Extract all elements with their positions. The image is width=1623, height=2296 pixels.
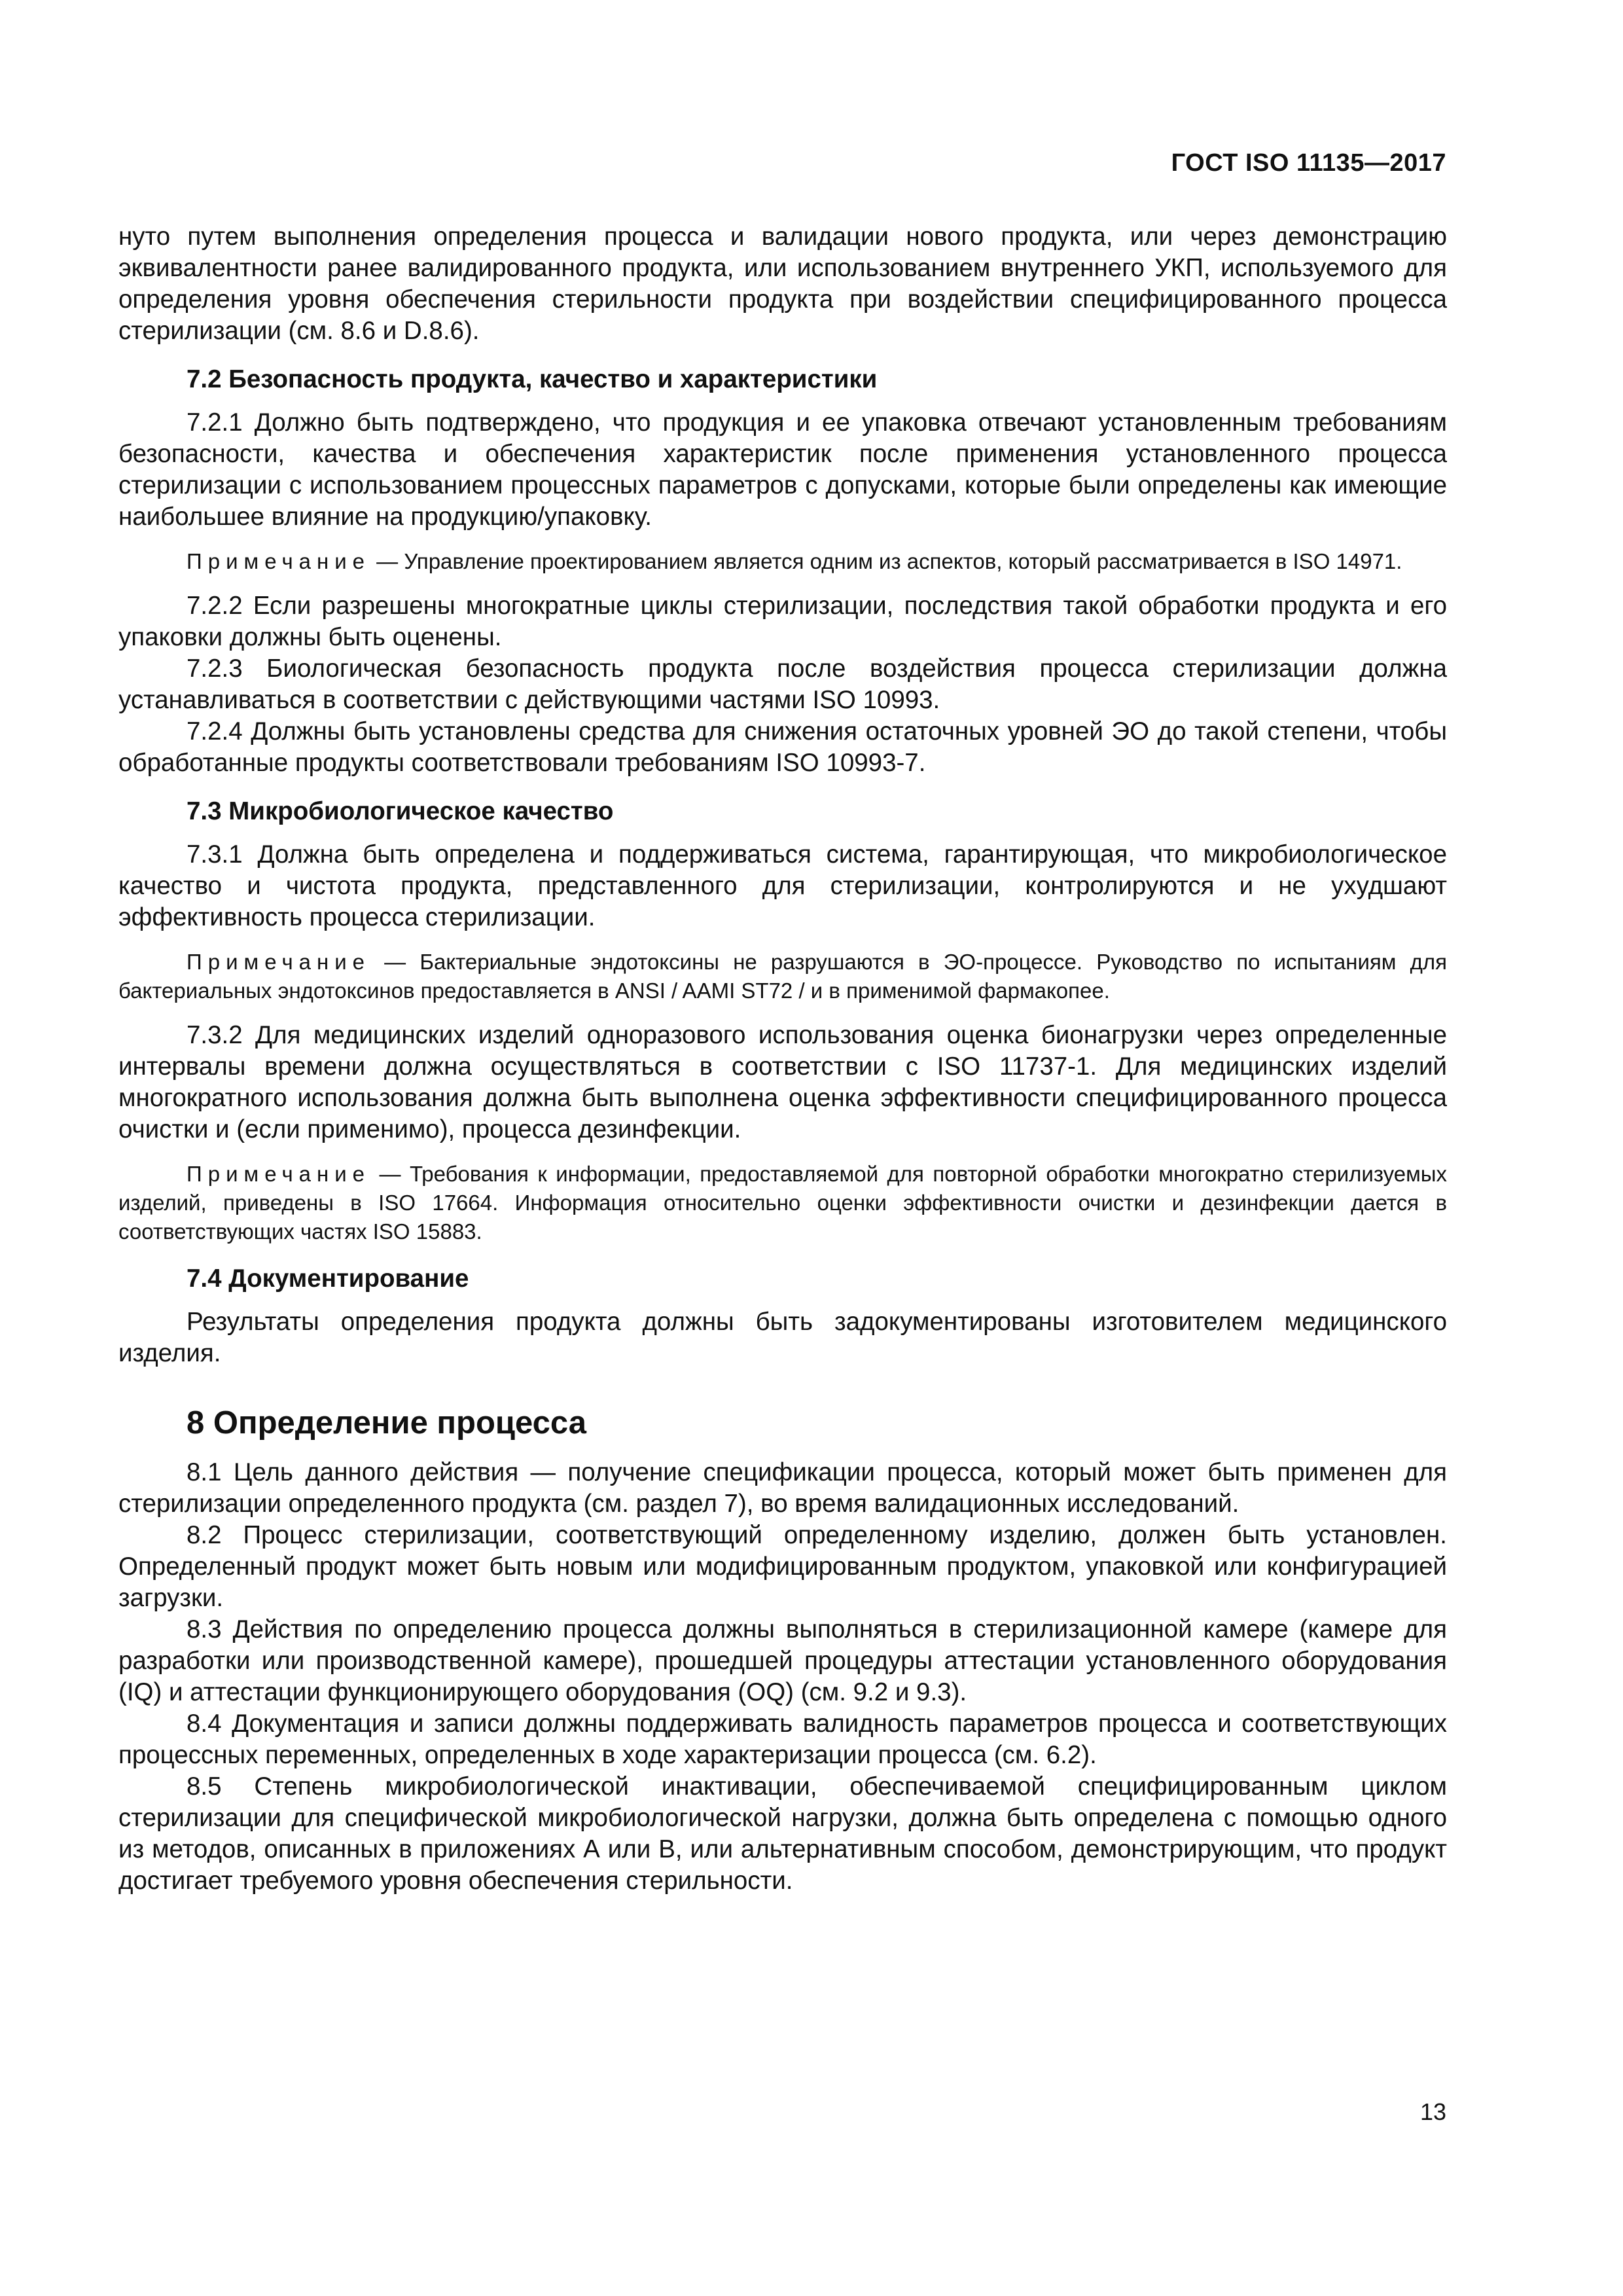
paragraph-7-2-1: 7.2.1 Должно быть подтверждено, что продукция и ее упаковка отвечают установленным требованиям безопасности, качества и обеспечения характеристик после применения установленного процесса стерилизации с использованием процессных параметров с допусками, которые были определены как имеющие наибольшее влияние на продукцию/упаковку.	[118, 408, 1447, 531]
note-text: — Управление проектированием является одним из аспектов, который рассматривается в ISO 14971.	[370, 549, 1402, 573]
note-label: Примечание	[187, 549, 371, 573]
paragraph-7-4: Результаты определения продукта должны быть задокументированы изготовителем медицинского изделия.	[118, 1308, 1447, 1367]
paragraph-7-3-2: 7.3.2 Для медицинских изделий одноразового использования оценка бионагрузки через определенные интервалы времени должна осуществляться в соответствии с ISO 11737-1. Для медицинских изделий многократного использования должна быть выполнена оценка эффективности специфицированного процесса очистки и (если применимо), процесса дезинфекции.	[118, 1021, 1447, 1143]
page-number: 13	[1419, 2098, 1446, 2125]
paragraph-8-1: 8.1 Цель данного действия — получение спецификации процесса, который может быть применен для стерилизации определенного продукта (см. раздел 7), во время валидационных исследований.	[118, 1458, 1447, 1518]
paragraph-8-2: 8.2 Процесс стерилизации, соответствующий определенному изделию, должен быть установлен. Определенный продукт может быть новым или модифицированным продуктом, упаковкой или конфигурацией загрузки.	[118, 1521, 1447, 1612]
section-heading-7-4: 7.4 Документирование	[187, 1265, 469, 1293]
paragraph-7-2-3: 7.2.3 Биологическая безопасность продукта после воздействия процесса стерилизации должна устанавливаться в соответствии с действующими частями ISO 10993.	[118, 655, 1447, 714]
paragraph-7-2-4: 7.2.4 Должны быть установлены средства для снижения остаточных уровней ЭО до такой степени, чтобы обработанные продукты соответствовали требованиям ISO 10993-7.	[118, 717, 1447, 777]
paragraph-8-5: 8.5 Степень микробиологической инактивации, обеспечиваемой специфицированным циклом стерилизации для специфической микробиологической нагрузки, должна быть определена с помощью одного из методов, описанных в приложениях А или В, или альтернативным способом, демонстрирующим, что продукт достигает требуемого уровня обеспечения стерильности.	[118, 1772, 1447, 1895]
note-7-3-1	[118, 948, 1447, 1005]
note-7-2-1	[118, 547, 1447, 576]
note-7-3-2	[118, 1160, 1447, 1246]
paragraph-7-2-2: 7.2.2 Если разрешены многократные циклы стерилизации, последствия такой обработки продукта и его упаковки должны быть оценены.	[118, 592, 1447, 651]
section-heading-7-2: 7.2 Безопасность продукта, качество и характеристики	[187, 365, 878, 393]
section-heading-8: 8 Определение процесса	[187, 1405, 586, 1441]
section-heading-7-3: 7.3 Микробиологическое качество	[187, 797, 614, 825]
note-text: — Бактериальные эндотоксины не разрушаются в ЭО-процессе. Руководство по испытаниям для бактериальных эндотоксинов предоставляется в ANSI / AAMI ST72 / и в применимой фармакопее.	[118, 950, 1447, 1003]
note-label: Примечание	[187, 950, 371, 974]
note-text: — Требования к информации, предоставляемой для повторной обработки многократно стерилизуемых изделий, приведены в ISO 17664. Информация относительно оценки эффективности очистки и дезинфекции дается в соответствующих частях ISO 15883.	[118, 1162, 1447, 1244]
paragraph-7-3-1: 7.3.1 Должна быть определена и поддерживаться система, гарантирующая, что микробиологическое качество и чистота продукта, представленного для стерилизации, контролируются и не ухудшают эффективность процесса стерилизации.	[118, 840, 1447, 931]
document-body	[118, 221, 1447, 1897]
paragraph-8-3: 8.3 Действия по определению процесса должны выполняться в стерилизационной камере (камере для разработки или производственной камере), прошедшей процедуры аттестации установленного оборудования (IQ) и аттестации функционирующего оборудования (OQ) (см. 9.2 и 9.3).	[118, 1615, 1447, 1706]
document-id-header: ГОСТ ISO 11135—2017	[1171, 149, 1446, 177]
paragraph-continuation: нуто путем выполнения определения процесса и валидации нового продукта, или через демонстрацию эквивалентности ранее валидированного продукта, или использованием внутреннего УКП, используемого для определения уровня обеспечения стерильности продукта при воздействии специфицированного процесса стерилизации (см. 8.6 и D.8.6).	[118, 223, 1447, 345]
note-label: Примечание	[187, 1162, 371, 1186]
paragraph-8-4: 8.4 Документация и записи должны поддерживать валидность параметров процесса и соответствующих процессных переменных, определенных в ходе характеризации процесса (см. 6.2).	[118, 1710, 1447, 1769]
